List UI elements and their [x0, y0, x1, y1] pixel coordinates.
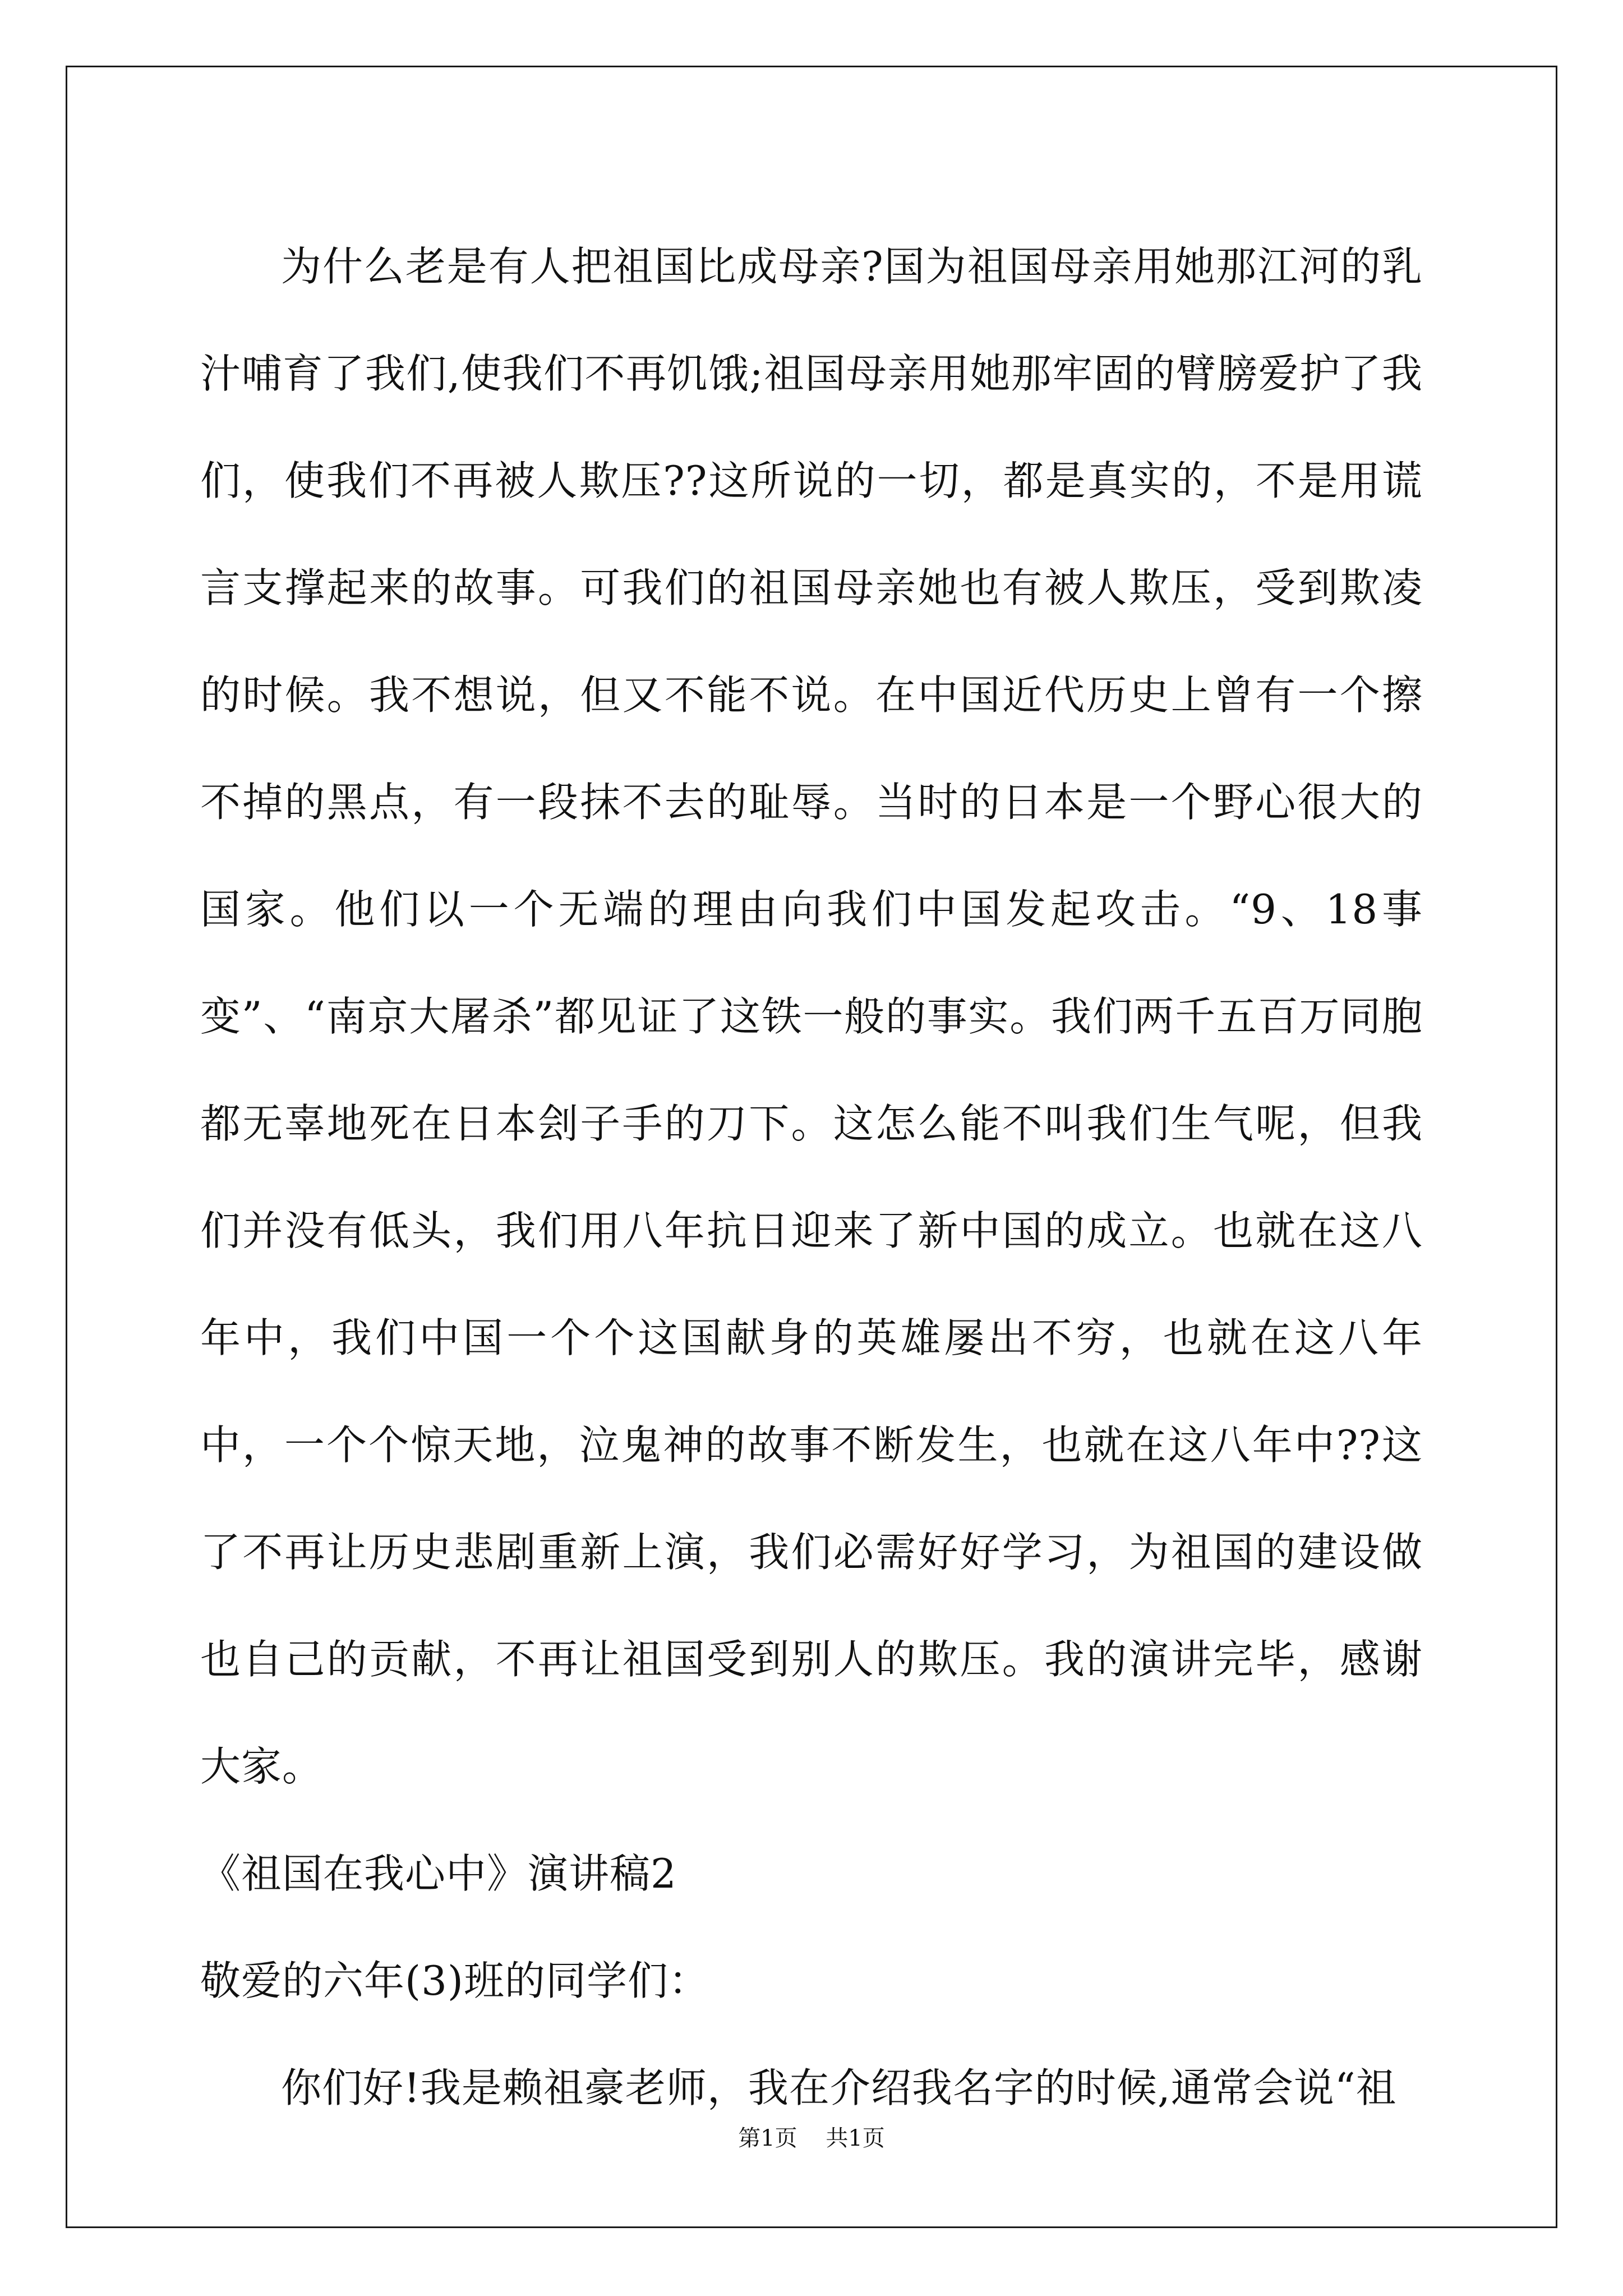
page-footer [0, 2120, 1623, 2152]
page-number: 第1页 [738, 2125, 797, 2151]
document-body [200, 213, 1423, 2142]
page-total: 共1页 [826, 2125, 885, 2151]
paragraph-speech-2: 你们好!我是赖祖豪老师，我在介绍我名字的时候,通常会说“祖 [281, 2064, 1397, 2111]
paragraph-speech-1: 为什么老是有人把祖国比成母亲?国为祖国母亲用她那江河的乳汁哺育了我们,使我们不再饥饿;祖国母亲用她那牢固的臂膀爱护了我们，使我们不再被人欺压??这所说的一切，都是真实的，不是用谎言支撑起来的故事。可我们的祖国母亲她也有被人欺压，受到欺凌的时候。我不想说，但又不能不说。在中国近代历史上曾有一个擦不掉的黑点，有一段抹不去的耻辱。当时的日本是一个野心很大的国家。他们以一个无端的理由向我们中国发起攻击。“9、18事变”、“南京大屠杀”都见证了这铁一般的事实。我们两千五百万同胞都无辜地死在日本刽子手的刀下。这怎么能不叫我们生气呢，但我们并没有低头，我们用八年抗日迎来了新中国的成立。也就在这八年中，我们中国一个个这国献身的英雄屡出不穷，也就在这八年中，一个个惊天地，泣鬼神的故事不断发生，也就在这八年中??这了不再让历史悲剧重新上演，我们必需好好学习，为祖国的建设做也自己的贡献，不再让祖国受到别人的欺压。我的演讲完毕，感谢大家。 [200, 243, 1423, 1790]
speech-title-2: 《祖国在我心中》演讲稿2 [200, 1850, 677, 1897]
salutation: 敬爱的六年(3)班的同学们： [200, 1957, 709, 2004]
